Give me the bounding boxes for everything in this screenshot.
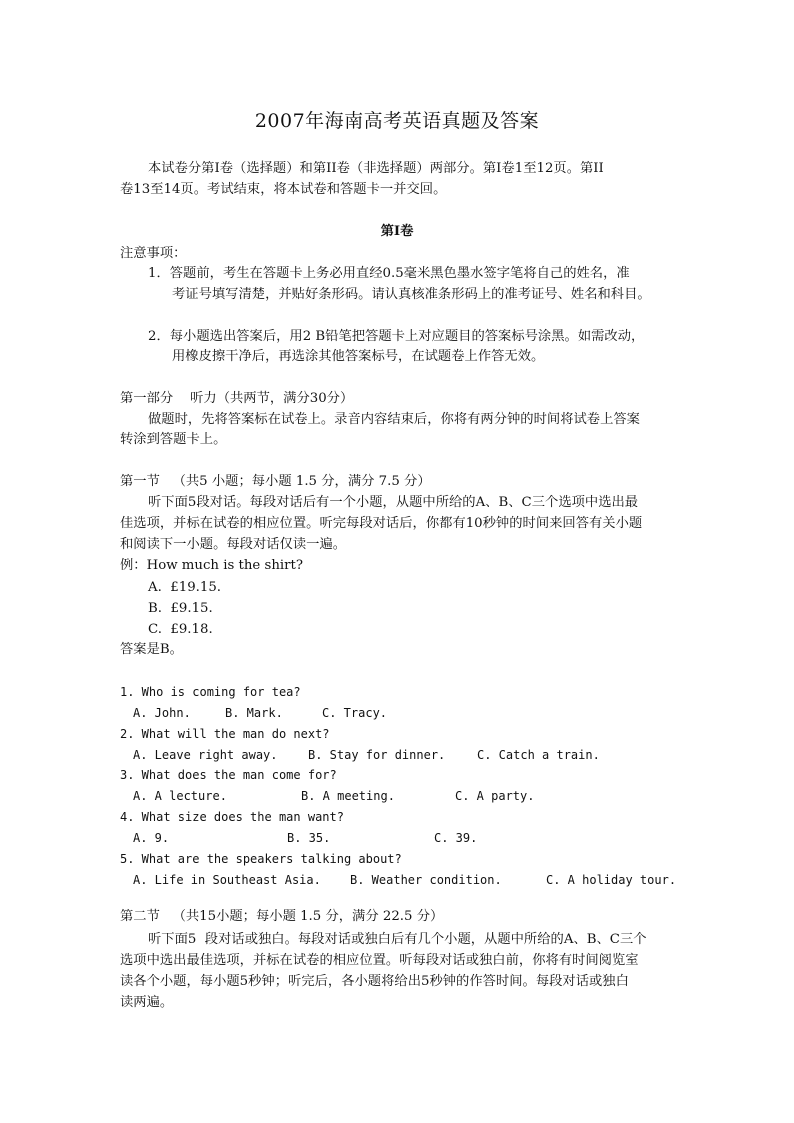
intro-line-1: 本试卷分第I卷（选择题）和第II卷（非选择题）两部分。第I卷1至12页。第II bbox=[148, 161, 604, 176]
section-2-heading: 第二节 （共15小题；每小题 1.5 分，满分 22.5 分） bbox=[120, 909, 444, 924]
example-option-a: A. £19.15. bbox=[148, 580, 222, 595]
question-1-option-c: C. Tracy. bbox=[322, 706, 388, 720]
part-1-desc-line-2: 转涂到答题卡上。 bbox=[120, 432, 227, 447]
question-5-option-b: B. Weather condition. bbox=[350, 873, 502, 887]
question-3-option-a: A. A lecture. bbox=[133, 789, 227, 803]
question-2-text: 2. What will the man do next? bbox=[120, 727, 330, 741]
notice-item-2-line-2: 用橡皮擦干净后，再选涂其他答案标号，在试题卷上作答无效。 bbox=[172, 349, 545, 364]
question-3-option-b: B. A meeting. bbox=[301, 789, 395, 803]
notice-item-1-line-1: 1．答题前，考生在答题卡上务必用直经0.5毫米黑色墨水签字笔将自己的姓名，准 bbox=[148, 266, 630, 281]
question-3-option-c: C. A party. bbox=[455, 789, 535, 803]
notice-item-2-line-1: 2．每小题选出答案后，用2 B铅笔把答题卡上对应题目的答案标号涂黑。如需改动， bbox=[148, 329, 645, 344]
example-question bbox=[120, 556, 303, 576]
section-2-desc-line-3: 读各个小题，每小题5秒钟；听完后，各小题将给出5秒钟的作答时间。每段对话或独白 bbox=[120, 974, 629, 989]
volume-heading: 第I卷 bbox=[380, 224, 414, 239]
question-1-option-b: B. Mark. bbox=[225, 706, 283, 720]
section-1-desc-line-1: 听下面5段对话。每段对话后有一个小题，从题中所给的A、B、C三个选项中选出最 bbox=[148, 495, 639, 510]
question-4-text: 4. What size does the man want? bbox=[120, 810, 344, 824]
question-1-text: 1. Who is coming for tea? bbox=[120, 685, 301, 699]
section-1-heading: 第一节 （共5 小题；每小题 1.5 分，满分 7.5 分） bbox=[120, 474, 431, 489]
section-2-desc-line-2: 选项中选出最佳选项，并标在试卷的相应位置。听每段对话或独白前，你将有时间阅览室 bbox=[120, 953, 639, 968]
question-4-option-c: C. 39. bbox=[434, 831, 478, 845]
part-1-desc-line-1: 做题时，先将答案标在试卷上。录音内容结束后，你将有两分钟的时间将试卷上答案 bbox=[148, 412, 640, 427]
question-2-option-c: C. Catch a train. bbox=[477, 748, 600, 762]
part-1-heading: 第一部分 听力（共两节，满分30分） bbox=[120, 391, 354, 406]
question-3-text: 3. What does the man come for? bbox=[120, 768, 337, 782]
document-title: 2007年海南高考英语真题及答案 bbox=[254, 110, 540, 132]
section-1-desc-line-2: 佳选项，并标在试卷的相应位置。听完每段对话后，你都有10秒钟的时间来回答有关小题 bbox=[120, 516, 643, 531]
question-5-text: 5. What are the speakers talking about? bbox=[120, 852, 402, 866]
question-2-option-b: B. Stay for dinner. bbox=[308, 748, 446, 762]
question-2-option-a: A. Leave right away. bbox=[133, 748, 278, 762]
question-4-option-a: A. 9. bbox=[133, 831, 170, 845]
example-option-b: B. £9.15. bbox=[148, 601, 213, 616]
section-2-desc-line-1: 听下面5 段对话或独白。每段对话或独白后有几个小题，从题中所给的A、B、C三个 bbox=[148, 932, 647, 947]
question-1-option-a: A. John. bbox=[133, 706, 191, 720]
notice-heading: 注意事项： bbox=[120, 246, 187, 261]
question-5-option-a: A. Life in Southeast Asia. bbox=[133, 873, 321, 887]
example-answer: 答案是B。 bbox=[120, 642, 183, 657]
notice-item-1-line-2: 考证号填写清楚，并贴好条形码。请认真核准条形码上的准考证号、姓名和科目。 bbox=[172, 287, 651, 302]
intro-line-2: 卷13至14页。考试结束，将本试卷和答题卡一并交回。 bbox=[120, 182, 447, 197]
section-1-desc-line-3: 和阅读下一小题。每段对话仅读一遍。 bbox=[120, 537, 347, 552]
example-option-c: C. £9.18. bbox=[148, 622, 213, 637]
section-2-desc-line-4: 读两遍。 bbox=[120, 995, 174, 1010]
question-4-option-b: B. 35. bbox=[287, 831, 331, 845]
example-question-text: 例：How much is the shirt? bbox=[120, 558, 303, 573]
question-5-option-c: C. A holiday tour. bbox=[546, 873, 677, 887]
